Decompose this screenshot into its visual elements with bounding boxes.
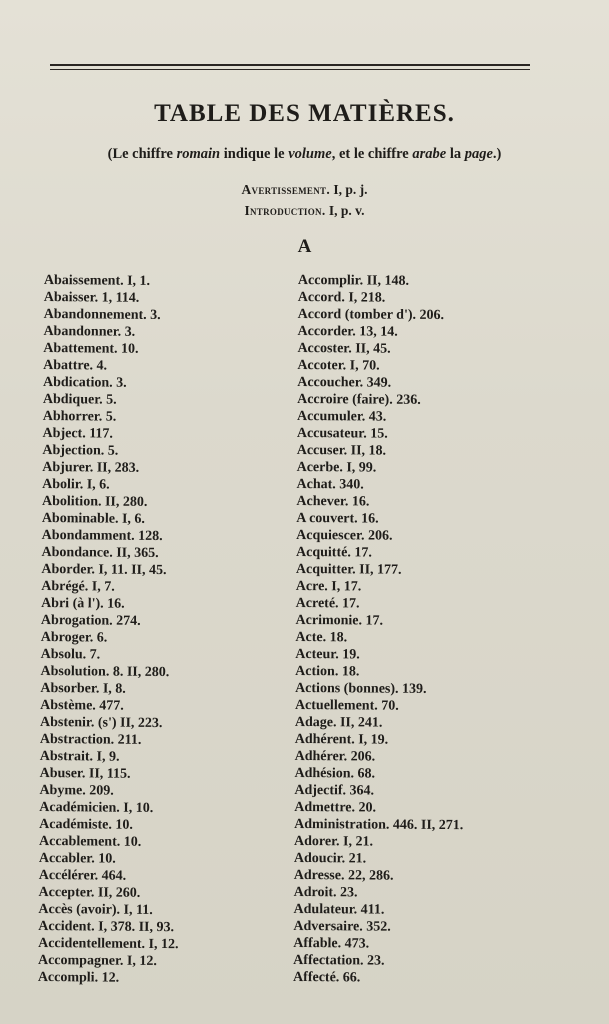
index-entry: Abroger. 6. — [40, 629, 108, 646]
index-entry: Abject. 117. — [42, 425, 114, 442]
index-entry: Administration. 446. II, 271. — [294, 816, 464, 834]
index-entry: Abattre. 4. — [43, 357, 108, 374]
index-entry: Accablement. 10. — [38, 833, 142, 850]
index-entry: Abjection. 5. — [42, 442, 119, 459]
index-entry: Abhorrer. 5. — [42, 408, 117, 425]
note-mid-3: la — [446, 146, 465, 162]
note-mid-2: , et le chiffre — [331, 146, 413, 162]
index-entry: Accompagner. I, 12. — [37, 952, 157, 970]
top-double-rule — [50, 64, 530, 70]
index-entry: Affable. 473. — [293, 935, 370, 952]
index-entry: Achat. 340. — [296, 476, 364, 493]
avertissement-label: Avertissement. — [241, 182, 330, 197]
index-entry: A couvert. 16. — [296, 510, 379, 527]
index-entry: Adroit. 23. — [293, 884, 358, 901]
index-entry: Absolu. 7. — [40, 646, 101, 663]
index-entry: Acquiescer. 206. — [296, 527, 393, 544]
index-entry: Accès (avoir). I, 11. — [38, 901, 153, 918]
index-entry: Accélérer. 464. — [38, 867, 127, 884]
index-entry: Accord. I, 218. — [297, 289, 386, 306]
index-entry: Acre. I, 17. — [295, 578, 362, 595]
index-entry: Acquitter. II, 177. — [295, 561, 402, 578]
index-entry: Absolution. 8. II, 280. — [40, 663, 170, 681]
index-entry: Adhérent. I, 19. — [294, 731, 389, 748]
right-index-column — [293, 272, 467, 987]
index-entry: Accroire (faire). 236. — [297, 391, 421, 408]
note-arabe: arabe — [412, 146, 447, 162]
page-title: TABLE DES MATIÈRES. — [154, 100, 455, 127]
index-entry: Abrogation. 274. — [40, 612, 141, 629]
index-entry: Abdiquer. 5. — [42, 391, 117, 408]
index-entry: Abuser. II, 115. — [39, 765, 131, 782]
index-entry: Abyme. 209. — [39, 782, 114, 799]
index-entry: Adhérer. 206. — [294, 748, 376, 765]
index-entry: Abstraction. 211. — [39, 731, 142, 748]
index-entry: Achever. 16. — [296, 493, 370, 510]
index-entry: Abominable. I, 6. — [41, 510, 145, 527]
index-entry: Acteur. 19. — [295, 646, 360, 663]
index-entry: Abaissement. I, 1. — [43, 272, 151, 289]
index-entry: Abolir. I, 6. — [42, 476, 110, 493]
note-romain: romain — [176, 146, 221, 162]
index-entry: Adage. II, 241. — [294, 714, 383, 731]
index-entry: Abandonner. 3. — [43, 323, 136, 340]
index-entry: Acquitté. 17. — [295, 544, 372, 561]
index-entry: Accidentellement. I, 12. — [38, 935, 179, 953]
index-entry: Admettre. 20. — [294, 799, 377, 816]
index-entry: Abaisser. 1, 114. — [43, 289, 140, 306]
index-entry: Affectation. 23. — [293, 952, 385, 969]
index-entry: Abri (à l'). 16. — [41, 595, 125, 612]
avertissement-entry — [0, 182, 609, 198]
index-entry: Accuser. II, 18. — [296, 442, 387, 459]
index-entry: Affecté. 66. — [293, 969, 361, 986]
index-entry: Adjectif. 364. — [294, 782, 375, 799]
index-entry: Accusateur. 15. — [296, 425, 388, 442]
index-entry: Abstrait. I, 9. — [39, 748, 120, 765]
index-entry: Absorber. I, 8. — [40, 680, 126, 697]
index-entry: Accorder. 13, 14. — [297, 323, 398, 340]
index-entry: Action. 18. — [295, 663, 360, 680]
index-entry: Abondamment. 128. — [41, 527, 163, 545]
index-entry: Accoter. I, 70. — [297, 357, 380, 374]
index-entry: Accident. I, 378. II, 93. — [38, 918, 175, 936]
index-entry: Abattement. 10. — [43, 340, 139, 357]
index-entry: Accomplir. II, 148. — [297, 272, 410, 289]
index-entry: Accumuler. 43. — [296, 408, 387, 425]
index-entry: Adresse. 22, 286. — [293, 867, 394, 884]
index-entry: Abolition. II, 280. — [41, 493, 148, 510]
index-entry: Accoucher. 349. — [297, 374, 392, 391]
index-entry: Accepter. II, 260. — [38, 884, 141, 901]
index-entry: Abondance. II, 365. — [41, 544, 159, 562]
index-entry: Adversaire. 352. — [293, 918, 391, 935]
section-letter: A — [297, 236, 312, 257]
index-entry: Abstenir. (s') II, 223. — [40, 714, 163, 732]
index-entry: Actions (bonnes). 139. — [295, 680, 427, 697]
index-entry: Acreté. 17. — [295, 595, 360, 612]
index-entry: Abstème. 477. — [40, 697, 124, 714]
introduction-entry — [0, 203, 609, 219]
index-entry: Abdication. 3. — [42, 374, 127, 391]
index-entry: Acte. 18. — [295, 629, 348, 646]
note-close: .) — [492, 146, 502, 162]
index-entry: Acrimonie. 17. — [295, 612, 384, 629]
introduction-label: Introduction. — [244, 203, 326, 218]
index-entry: Adorer. I, 21. — [293, 833, 374, 850]
introduction-ref: I, p. v. — [325, 203, 365, 218]
index-entry: Accompli. 12. — [37, 969, 120, 986]
index-entry: Accoster. II, 45. — [297, 340, 391, 357]
index-entry: Accabler. 10. — [38, 850, 116, 867]
note-mid-1: indique le — [220, 146, 289, 162]
index-entry: Abrégé. I, 7. — [41, 578, 115, 595]
volume-page-note — [0, 146, 609, 163]
index-entry: Accord (tomber d'). 206. — [297, 306, 445, 324]
left-index-column — [38, 272, 185, 987]
avertissement-ref: I, p. j. — [330, 182, 368, 197]
index-entry: Abandonnement. 3. — [43, 306, 161, 324]
index-entry: Adhésion. 68. — [294, 765, 376, 782]
index-entry: Actuellement. 70. — [294, 697, 399, 714]
index-entry: Académiste. 10. — [39, 816, 133, 833]
note-volume: volume — [288, 146, 332, 162]
index-entry: Adulateur. 411. — [293, 901, 385, 918]
index-entry: Aborder. I, 11. II, 45. — [41, 561, 167, 579]
index-entry: Adoucir. 21. — [293, 850, 367, 867]
note-open: (Le chiffre — [107, 146, 177, 162]
index-entry: Abjurer. II, 283. — [42, 459, 140, 476]
index-entry: Académicien. I, 10. — [39, 799, 154, 816]
index-entry: Acerbe. I, 99. — [296, 459, 377, 476]
note-page: page — [464, 146, 493, 162]
